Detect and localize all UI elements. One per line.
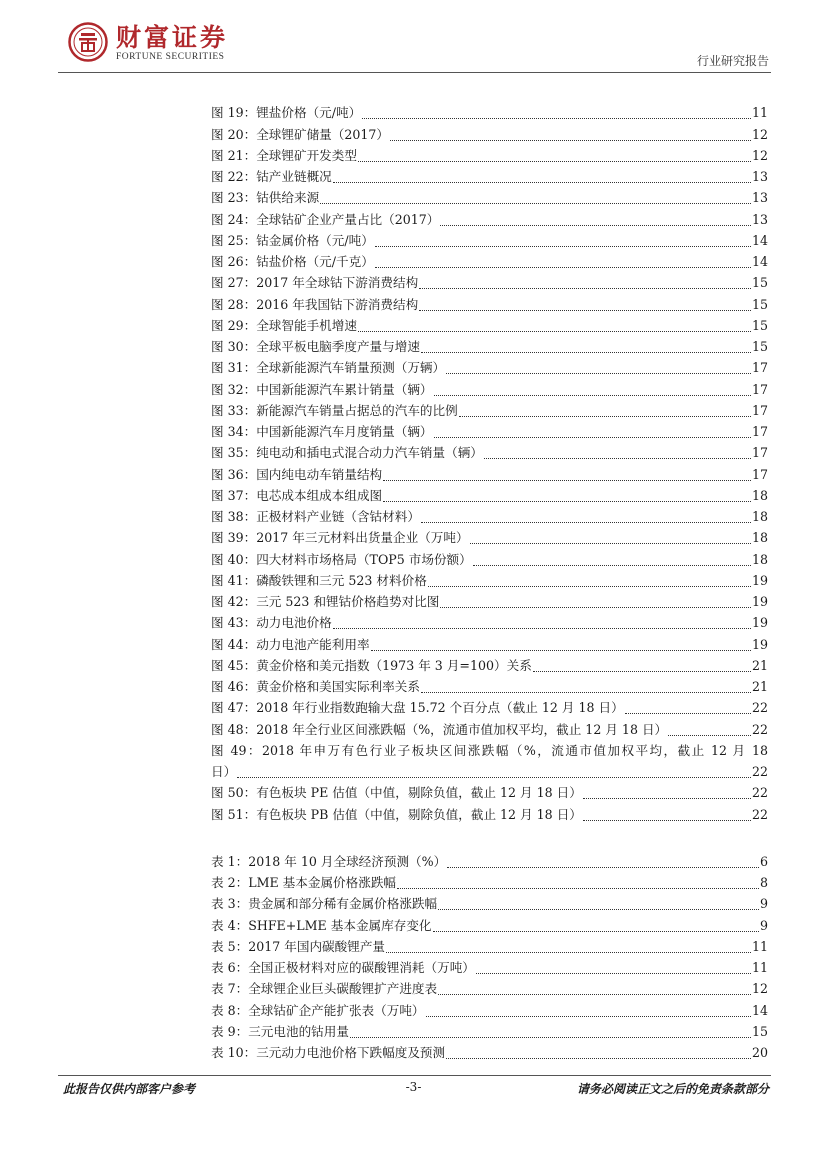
leader-dots — [421, 691, 751, 693]
leader-dots — [350, 1036, 751, 1038]
toc-entry-figure[interactable] — [211, 357, 768, 378]
toc-entry-table[interactable] — [211, 1042, 768, 1063]
toc-entry-label: 图 25：钴金属价格（元/吨） — [211, 232, 374, 248]
company-name-en: FORTUNE SECURITIES — [116, 52, 225, 62]
toc-entry-figure[interactable] — [211, 697, 768, 718]
leader-dots — [446, 1057, 751, 1059]
toc-entry-page: 13 — [751, 190, 768, 206]
toc-entry-label: 图 44：动力电池产能利用率 — [211, 636, 370, 652]
toc-entry-figure[interactable] — [211, 676, 768, 697]
toc-entry-figure[interactable] — [211, 166, 768, 187]
leader-dots — [668, 734, 751, 736]
toc-entry-page: 18 — [751, 551, 768, 567]
toc-entry-label: 日） — [211, 764, 237, 779]
toc-entry-table[interactable] — [211, 851, 768, 872]
toc-entry-label: 图 48：2018 年全行业区间涨跌幅（%，流通市值加权平均，截止 12 月 18 日） — [211, 721, 668, 737]
toc-entry-label: 图 43：动力电池价格 — [211, 615, 332, 631]
toc-entry-page: 8 — [759, 875, 768, 890]
toc-entry-label: 图 23：钴供给来源 — [211, 190, 320, 206]
toc-entry-figure[interactable] — [211, 782, 768, 803]
footer-divider — [58, 1075, 771, 1076]
leader-dots — [362, 117, 751, 119]
footer-disclaimer-left: 此报告仅供内部客户参考 — [63, 1082, 196, 1096]
toc-entry-label: 图 50：有色板块 PE 估值（中值，剔除负值，截止 12 月 18 日） — [211, 785, 582, 801]
figure-list — [211, 102, 768, 740]
leader-dots — [383, 479, 751, 481]
toc-entry-page: 15 — [751, 275, 768, 291]
toc-entry-table[interactable] — [211, 893, 768, 914]
toc-entry-page: 14 — [751, 1002, 768, 1018]
toc-entry-page: 22 — [751, 721, 768, 737]
toc-entry-label: 图 35：纯电动和插电式混合动力汽车销量（辆） — [211, 445, 483, 461]
toc-entry-figure[interactable] — [211, 527, 768, 548]
toc-entry-figure[interactable] — [211, 378, 768, 399]
toc-entry-label: 图 45：黄金价格和美元指数（1973 年 3 月=100）关系 — [211, 657, 532, 673]
leader-dots — [583, 819, 751, 821]
toc-entry-label: 图 37：电芯成本组成本组成图 — [211, 487, 383, 503]
toc-entry-label: 图 32：中国新能源汽车累计销量（辆） — [211, 381, 433, 397]
page-header — [0, 0, 827, 75]
toc-entry-page: 17 — [751, 360, 768, 376]
toc-entry-label: 图 38：正极材料产业链（含钴材料） — [211, 509, 420, 524]
toc-entry-label: 图 41：磷酸铁锂和三元 523 材料价格 — [211, 572, 427, 588]
leader-dots — [438, 908, 759, 910]
toc-entry-label: 图 30：全球平板电脑季度产量与增速 — [211, 339, 420, 354]
leader-dots — [533, 670, 751, 672]
toc-entry-page: 21 — [751, 679, 768, 694]
toc-entry-page: 13 — [751, 169, 768, 184]
leader-dots — [470, 542, 751, 544]
toc-entry-page: 12 — [751, 126, 768, 142]
toc-entry-page: 19 — [751, 594, 768, 609]
toc-entry-label: 表 5：2017 年国内碳酸锂产量 — [211, 938, 386, 954]
toc-entry-figure-49-cont[interactable] — [211, 761, 768, 782]
figure-list-tail — [211, 782, 768, 825]
toc-entry-figure[interactable] — [211, 145, 768, 166]
header-divider — [58, 72, 771, 73]
toc-entry-figure[interactable] — [211, 655, 768, 676]
toc-entry-table[interactable] — [211, 936, 768, 957]
toc-entry-figure[interactable] — [211, 336, 768, 357]
toc-entry-page: 11 — [751, 105, 768, 121]
leader-dots — [440, 606, 751, 608]
toc-entry-page: 9 — [759, 896, 768, 912]
toc-entry-figure[interactable] — [211, 102, 768, 123]
toc-entry-page: 17 — [751, 381, 768, 397]
toc-entry-label: 表 10：三元动力电池价格下跌幅度及预测 — [211, 1045, 446, 1060]
toc-entry-label: 图 31：全球新能源汽车销量预测（万辆） — [211, 360, 446, 376]
toc-entry-figure-49[interactable] — [211, 740, 768, 761]
leader-dots — [237, 776, 751, 778]
leader-dots — [484, 457, 751, 459]
toc-entry-page: 19 — [751, 636, 768, 652]
table-of-contents — [211, 102, 768, 1063]
toc-entry-page: 15 — [751, 317, 768, 333]
leader-dots — [419, 287, 751, 289]
toc-entry-label: 图 20：全球锂矿储量（2017） — [211, 126, 390, 142]
toc-entry-label: 图 51：有色板块 PB 估值（中值，剔除负值，截止 12 月 18 日） — [211, 806, 582, 822]
toc-entry-label: 图 21：全球锂矿开发类型 — [211, 147, 357, 163]
report-type: 行业研究报告 — [696, 54, 769, 68]
toc-entry-page: 17 — [751, 424, 768, 439]
toc-entry-label: 图 22：钴产业链概况 — [211, 169, 332, 184]
toc-entry-table[interactable] — [211, 999, 768, 1020]
toc-entry-label: 图 39：2017 年三元材料出货量企业（万吨） — [211, 530, 469, 546]
toc-entry-label: 表 1：2018 年 10 月全球经济预测（%） — [211, 853, 447, 869]
toc-entry-page: 12 — [751, 147, 768, 163]
toc-entry-page: 22 — [751, 785, 768, 801]
toc-entry-page: 18 — [751, 487, 768, 503]
toc-entry-label: 表 9：三元电池的钴用量 — [211, 1023, 349, 1039]
leader-dots — [438, 993, 751, 995]
toc-entry-page: 18 — [751, 530, 768, 546]
toc-entry-page: 11 — [751, 938, 768, 954]
toc-entry-label: 表 6：全国正极材料对应的碳酸锂消耗（万吨） — [211, 960, 475, 975]
toc-entry-page: 22 — [751, 700, 768, 716]
toc-entry-page: 12 — [751, 981, 768, 997]
company-logo-icon — [68, 22, 108, 62]
toc-entry-figure[interactable] — [211, 293, 768, 314]
leader-dots — [358, 160, 751, 162]
leader-dots — [375, 266, 751, 268]
table-list — [211, 851, 768, 1064]
toc-entry-label: 图 27：2017 年全球钴下游消费结构 — [211, 275, 419, 291]
leader-dots — [333, 181, 751, 183]
toc-entry-figure[interactable] — [211, 230, 768, 251]
toc-entry-label: 表 7：全球锂企业巨头碳酸锂扩产进度表 — [211, 981, 438, 997]
leader-dots — [434, 394, 751, 396]
toc-entry-label: 表 2：LME 基本金属价格涨跌幅 — [211, 875, 397, 890]
toc-entry-page: 13 — [751, 211, 768, 227]
toc-entry-figure[interactable] — [211, 506, 768, 527]
leader-dots — [428, 585, 751, 587]
toc-entry-page: 6 — [759, 853, 768, 869]
toc-entry-page: 18 — [751, 509, 768, 524]
toc-entry-figure[interactable] — [211, 315, 768, 336]
toc-entry-page: 15 — [751, 1023, 768, 1039]
toc-entry-label: 图 24：全球钴矿企业产量占比（2017） — [211, 211, 440, 227]
toc-entry-page: 14 — [751, 254, 768, 269]
toc-entry-label: 图 28：2016 年我国钴下游消费结构 — [211, 296, 419, 312]
toc-entry-label: 图 49：2018 年申万有色行业子板块区间涨跌幅（%，流通市值加权平均，截止 12 月 18 — [211, 742, 768, 758]
toc-entry-figure[interactable] — [211, 548, 768, 569]
toc-entry-page: 15 — [751, 339, 768, 354]
toc-entry-table[interactable] — [211, 1021, 768, 1042]
toc-entry-table[interactable] — [211, 872, 768, 893]
leader-dots — [371, 649, 751, 651]
leader-dots — [386, 951, 751, 953]
toc-entry-figure[interactable] — [211, 123, 768, 144]
toc-entry-figure[interactable] — [211, 187, 768, 208]
toc-entry-figure[interactable] — [211, 463, 768, 484]
leader-dots — [358, 330, 751, 332]
toc-entry-label: 图 42：三元 523 和锂钴价格趋势对比图 — [211, 594, 440, 609]
toc-entry-page: 21 — [751, 657, 768, 673]
toc-entry-figure[interactable] — [211, 591, 768, 612]
leader-dots — [446, 372, 751, 374]
toc-entry-label: 图 26：钴盐价格（元/千克） — [211, 254, 374, 269]
toc-entry-figure[interactable] — [211, 485, 768, 506]
leader-dots — [583, 797, 751, 799]
toc-entry-page: 17 — [751, 402, 768, 418]
toc-entry-figure[interactable] — [211, 633, 768, 654]
page-number: -3- — [405, 1080, 422, 1094]
leader-dots — [447, 866, 759, 868]
toc-entry-label: 图 33：新能源汽车销量占据总的汽车的比例 — [211, 402, 458, 418]
toc-entry-label: 图 36：国内纯电动车销量结构 — [211, 466, 383, 482]
toc-entry-figure[interactable] — [211, 570, 768, 591]
toc-entry-label: 图 47：2018 年行业指数跑输大盘 15.72 个百分点（截止 12 月 18 日） — [211, 700, 624, 716]
toc-entry-figure[interactable] — [211, 251, 768, 272]
toc-entry-figure[interactable] — [211, 718, 768, 739]
toc-entry-label: 图 40：四大材料市场格局（TOP5 市场份额） — [211, 551, 472, 567]
toc-entry-page: 20 — [751, 1045, 768, 1060]
toc-entry-label: 表 8：全球钴矿企产能扩张表（万吨） — [211, 1002, 425, 1018]
toc-entry-table[interactable] — [211, 957, 768, 978]
leader-dots — [473, 564, 751, 566]
toc-entry-page: 11 — [751, 960, 768, 975]
toc-entry-label: 图 29：全球智能手机增速 — [211, 317, 357, 333]
toc-entry-page: 22 — [751, 806, 768, 822]
toc-entry-figure[interactable] — [211, 803, 768, 824]
toc-entry-figure[interactable] — [211, 612, 768, 633]
toc-entry-figure[interactable] — [211, 442, 768, 463]
leader-dots — [383, 500, 751, 502]
toc-entry-label: 图 34：中国新能源汽车月度销量（辆） — [211, 424, 433, 439]
toc-entry-page: 19 — [751, 572, 768, 588]
toc-entry-table[interactable] — [211, 978, 768, 999]
leader-dots — [426, 1015, 751, 1017]
leader-dots — [421, 351, 751, 353]
toc-entry-table[interactable] — [211, 914, 768, 935]
toc-entry-figure[interactable] — [211, 400, 768, 421]
toc-entry-figure[interactable] — [211, 208, 768, 229]
toc-entry-page: 19 — [751, 615, 768, 631]
section-gap — [211, 825, 768, 851]
company-name-cn: 财富证券 — [116, 23, 229, 52]
toc-entry-label: 图 19：锂盐价格（元/吨） — [211, 105, 362, 121]
toc-entry-figure[interactable] — [211, 421, 768, 442]
leader-dots — [433, 930, 759, 932]
toc-entry-page: 14 — [751, 232, 768, 248]
toc-entry-label: 图 46：黄金价格和美国实际利率关系 — [211, 679, 420, 694]
leader-dots — [625, 712, 751, 714]
toc-entry-page: 17 — [751, 445, 768, 461]
leader-dots — [476, 972, 751, 974]
toc-entry-page: 15 — [751, 296, 768, 312]
leader-dots — [421, 521, 751, 523]
leader-dots — [397, 887, 759, 889]
leader-dots — [434, 436, 751, 438]
footer-disclaimer-right: 请务必阅读正文之后的免责条款部分 — [576, 1082, 769, 1096]
toc-entry-page: 17 — [751, 466, 768, 482]
leader-dots — [440, 224, 751, 226]
toc-entry-page: 9 — [759, 917, 768, 933]
leader-dots — [320, 202, 751, 204]
leader-dots — [333, 627, 751, 629]
leader-dots — [459, 415, 751, 417]
leader-dots — [390, 139, 751, 141]
toc-entry-label: 表 4：SHFE+LME 基本金属库存变化 — [211, 917, 432, 933]
leader-dots — [419, 309, 751, 311]
toc-entry-page: 22 — [751, 764, 768, 779]
toc-entry-figure[interactable] — [211, 272, 768, 293]
leader-dots — [375, 245, 751, 247]
toc-entry-label: 表 3：贵金属和部分稀有金属价格涨跌幅 — [211, 896, 438, 912]
